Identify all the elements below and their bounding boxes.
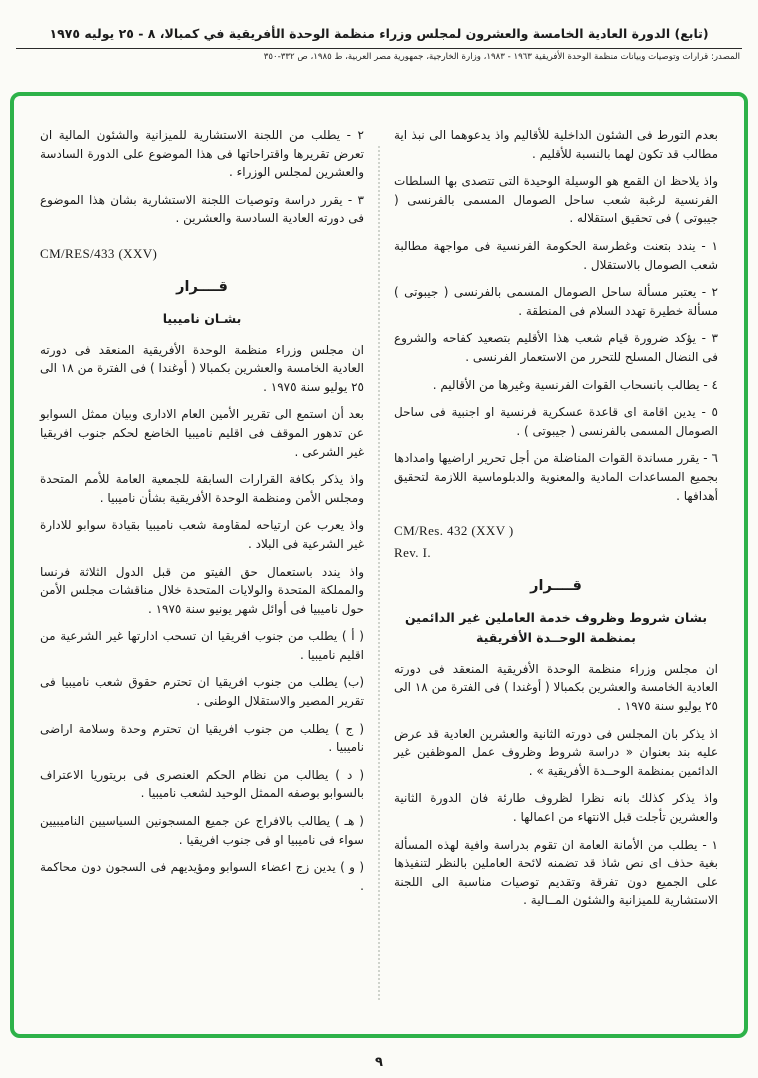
numbered-item: ١ - يطلب من الأمانة العامة ان تقوم بدراسة وافية لهذه المسألة بغية حذف اى نص شاذ قد تضمنه لائحة العاملين بالنظر لتنفيذها على الجميع دون تفرقة وتقديم توصيات مناسبة الى اللجنة الاستشارية للميزانية والشئون المــالية . [394, 837, 718, 908]
paragraph: واذ يذكر بكافة القرارات السابقة للجمعية العامة للأمم المتحدة ومجلس الأمن ومنظمة الوحدة الأفريقية بشأن ناميبيا . [40, 472, 364, 505]
resolution-number: CM/Res. 432 (XXV ) [394, 523, 514, 539]
paragraph: واذ يذكر كذلك بانه نظرا لظروف طارئة فان الدورة الثانية والعشرين تأجلت قبل الانتهاء من اعمالها . [394, 791, 718, 824]
numbered-item: ٣ - يؤكد ضرورة قيام شعب هذا الأقليم بتصعيد كفاحه والشروع فى النضال المسلح للتحرر من الاستعمار الفرنسى . [394, 331, 718, 364]
right-column [380, 126, 732, 1020]
numbered-item: ٢ - يعتبر مسألة ساحل الصومال المسمى بالفرنسى ( جيبوتى ) مسألة خطيرة تهدد السلام فى المنطقة . [394, 285, 718, 318]
paragraph: واذ يلاحظ ان القمع هو الوسيلة الوحيدة التى تتصدى بها السلطات الفرنسية لرغبة شعب ساحل الصومال المسمى بالفرنسى ( جيبوتى ) فى تحقيق استقلاله . [394, 174, 718, 226]
numbered-item: ٦ - يقرر مساندة القوات المناضلة من أجل تحرير اراضيها وامدادها بجميع المساعدات المادية والمعنوية والدبلوماسية اللازمة لتحقيق أهدافها . [394, 451, 718, 503]
page-number: ٩ [375, 1055, 383, 1070]
lettered-item: (ب) يطلب من جنوب افريقيا ان تحترم حقوق شعب ناميبيا فى تقرير المصير والاستقلال الوطنى . [40, 675, 364, 709]
resolution-title: قــــرار [530, 578, 582, 595]
header-divider [16, 48, 742, 49]
numbered-item: ٤ - يطالب بانسحاب القوات الفرنسية وغيرها من الأقاليم . [432, 377, 718, 392]
page-header-title: (تابع) الدورة العادية الخامسة والعشرون لمجلس وزراء منظمة الوحدة الأفريقية في كمبالا، ٨ - ٢٥ يوليه ١٩٧٥ [49, 26, 709, 41]
numbered-item: ١ - يندد بتعنت وغطرسة الحكومة الفرنسية فى مواجهة مطالبة شعب الصومال بالاستقلال . [394, 238, 718, 272]
numbered-item: ٣ - يقرر دراسة وتوصيات اللجنة الاستشارية بشان هذا الموضوع فى دورته العادية السادسة والعشرين . [40, 192, 364, 226]
paragraph: ان مجلس وزراء منظمة الوحدة الأفريقية المنعقد فى دورته العادية الخامسة والعشرين بكمبالا ( أوغندا ) فى الفترة من ١٨ الى ٢٥ يوليو سنة ١٩٧٥ . [40, 342, 365, 394]
paragraph: بعد أن استمع الى تقرير الأمين العام الادارى وبيان ممثل السوابو عن تدهور الموقف فى اقليم ناميبيا الخاضع لحكم جنوب افريقيا غير الشرعى . [40, 407, 364, 459]
paragraph: واذ يندد باستعمال حق الفيتو من قبل الدول الثلاثة فرنسا والمملكة المتحدة والولايات المتحدة خلال مناقشات مجلس الأمن حول ناميبيا فى أوائل شهر يونيو سنة ١٩٧٥ . [40, 564, 364, 616]
resolution-subtitle: بشـان ناميبيا [162, 310, 242, 326]
lettered-item: ( هـ ) يطالب بالافراج عن جميع المسجونين السياسيين الناميبيين سواء فى ناميبيا او فى جنوب افريقيا . [40, 814, 364, 847]
lettered-item: ( أ ) يطلب من جنوب افريقيا ان تسحب ادارتها غير الشرعية من اقليم ناميبيا . [40, 629, 364, 662]
column-divider [378, 146, 380, 1000]
lettered-item: ( ج ) يطلب من جنوب افريقيا ان تحترم وحدة وسلامة اراضى ناميبيا . [40, 721, 364, 755]
resolution-number: CM/RES/433 (XXV) [40, 245, 158, 261]
resolution-title: قــــرار [176, 279, 228, 296]
lettered-item: ( و ) يدين زج اعضاء السوابو ومؤيديهم فى السجون دون محاكمة . [40, 860, 364, 893]
lettered-item: ( د ) يطالب من نظام الحكم العنصرى فى بريتوريا الاعتراف بالسوابو بوصفه الممثل الوحيد لشعب ناميبيا . [40, 767, 364, 801]
paragraph: اذ يذكر بان المجلس فى دورته الثانية والعشرين العادية قد عرض عليه بند بعنوان « دراسة شروط وظروف عمل الموظفين غير الدائمين بمنظمة الوحــدة الأفريقية » . [394, 726, 718, 778]
left-column [26, 126, 378, 1020]
two-column-layout [26, 126, 732, 1020]
green-content-frame [10, 92, 748, 1038]
resolution-subtitle: بشان شروط وظروف خدمة العاملين غير الدائمين بمنظمة الوحــدة الأفريقية [404, 609, 708, 645]
numbered-item: ٥ - يدين اقامة اى قاعدة عسكرية فرنسية او اجنبية فى ساحل الصومال المسمى بالفرنسى ( جيبوتى ) . [394, 405, 718, 438]
paragraph: بعدم التورط فى الشئون الداخلية للأقاليم واذ يدعوهما الى نبذ اية مطالب قد تكون لهما بالنسبة للأقليم . [394, 128, 718, 161]
resolution-revision: Rev. I. [394, 545, 431, 561]
numbered-item: ٢ - يطلب من اللجنة الاستشارية للميزانية والشئون المالية ان تعرض تقريرها واقتراحاتها فى هذا الموضوع على الدورة السادسة والعشرين لمجلس الوزراء . [40, 128, 364, 180]
paragraph: ان مجلس وزراء منظمة الوحدة الأفريقية المنعقد فى دورته العادية الخامسة والعشرين بكمبالا ( أوغندا ) فى الفترة من ١٨ الى ٢٥ يوليو سنة ١٩٧٥ . [394, 661, 719, 714]
paragraph: واذ يعرب عن ارتياحه لمقاومة شعب ناميبيا بقيادة سوابو للادارة غير الشرعية فى البلاد . [40, 518, 364, 551]
source-line: المصدر: قرارات وتوصيات وبيانات منظمة الوحدة الأفريقية ١٩٦٣ - ١٩٨٣، وزارة الخارجية، جمهورية مصر العربية، ط ١٩٨٥، ص ٣٣٢-٣٥٠ [263, 52, 740, 62]
